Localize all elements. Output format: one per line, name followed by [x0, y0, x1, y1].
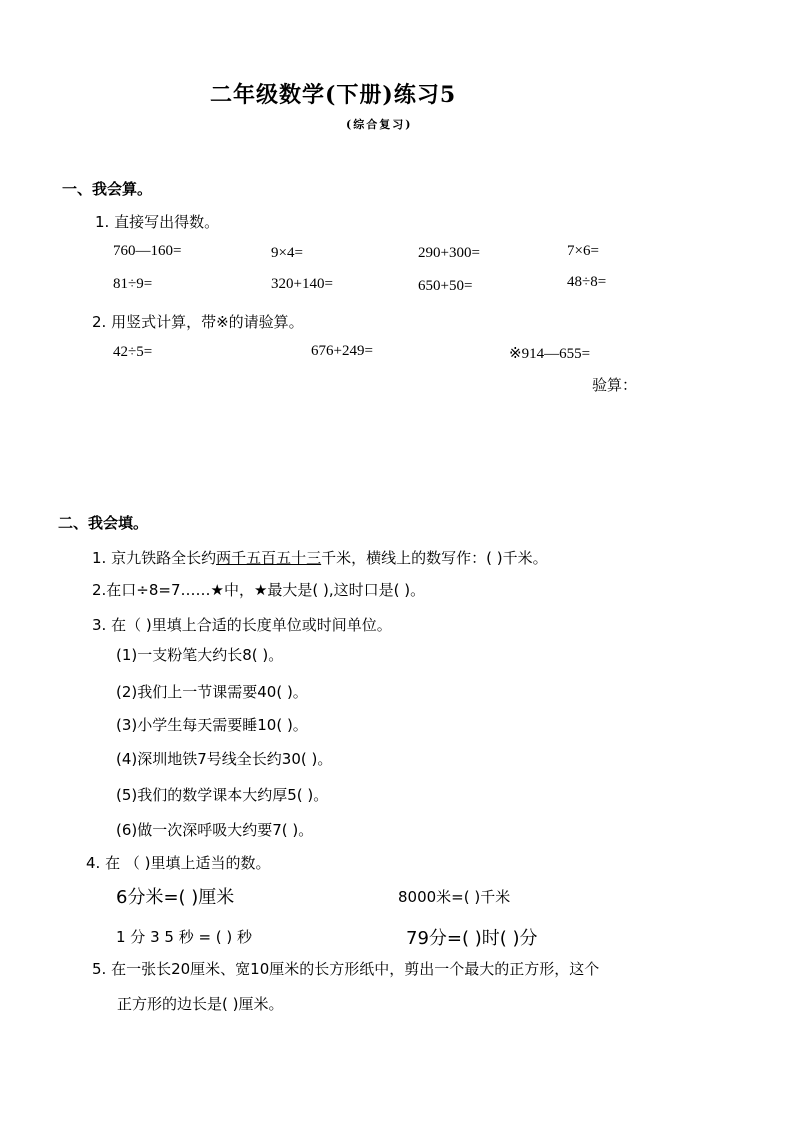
unit-item: (3)小学生每天需要睡10( )。: [116, 716, 308, 734]
section-heading-fill: 二、我会填。: [58, 514, 149, 532]
fill-question-2: 2.在口÷8=7……★中，★最大是( ),这时口是( )。: [92, 581, 426, 599]
unit-item: (1)一支粉笔大约长8( )。: [116, 646, 284, 664]
question-label: 3. 在（ )里填上合适的长度单位或时间单位。: [92, 616, 392, 634]
conversion-item: 1 分 3 5 秒 = ( ) 秒: [116, 928, 253, 946]
underlined-number-words: 两千五百五十三: [216, 549, 322, 567]
conversion-item: 79分=( )时( )分: [406, 928, 538, 949]
conversion-item: 8000米=( )千米: [398, 888, 511, 906]
calc-item: 7×6=: [567, 243, 599, 259]
calc-item: 760—160=: [113, 243, 182, 259]
unit-item: (5)我们的数学课本大约厚5( )。: [116, 786, 329, 804]
fill-question-1: [92, 547, 548, 568]
unit-item: (6)做一次深呼吸大约要7( )。: [116, 821, 314, 839]
question-label: 1. 直接写出得数。: [95, 213, 220, 231]
page-title: 二年级数学(下册)练习5: [210, 82, 457, 108]
question-text: 千米，横线上的数写作：( )千米。: [321, 549, 548, 567]
question-label: 4. 在 （ )里填上适当的数。: [86, 854, 271, 872]
calc-item: 650+50=: [418, 278, 473, 294]
question-text: 正方形的边长是( )厘米。: [117, 995, 284, 1013]
calc-item: 320+140=: [271, 276, 333, 292]
check-label: 验算：: [592, 376, 638, 394]
question-label: 2. 用竖式计算，带※的请验算。: [92, 313, 304, 331]
calc-item: 42÷5=: [113, 344, 153, 360]
calc-item: 676+249=: [311, 343, 373, 359]
calc-item: 9×4=: [271, 245, 303, 261]
conversion-item: 6分米=( )厘米: [116, 887, 235, 908]
unit-item: (4)深圳地铁7号线全长约30( )。: [116, 750, 333, 768]
calc-item: 290+300=: [418, 245, 480, 261]
unit-item: (2)我们上一节课需要40( )。: [116, 683, 308, 701]
question-text: 5. 在一张长20厘米、宽10厘米的长方形纸中，剪出一个最大的正方形，这个: [92, 960, 600, 978]
question-text: 1. 京九铁路全长约: [92, 549, 217, 567]
calc-item: 81÷9=: [113, 276, 153, 292]
page-subtitle: (综合复习): [346, 118, 413, 131]
section-heading-calculate: 一、我会算。: [62, 180, 153, 198]
calc-item: 48÷8=: [567, 274, 607, 290]
calc-item: ※914—655=: [509, 346, 591, 362]
